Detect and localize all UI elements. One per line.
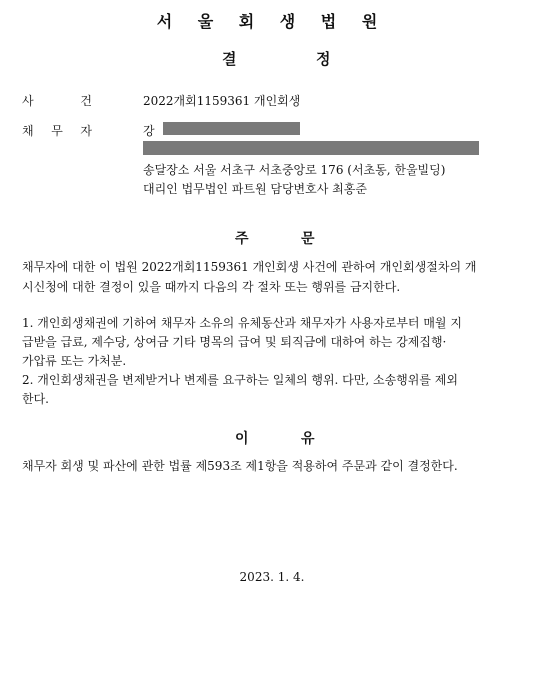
debtor-name: 강	[143, 124, 155, 138]
order-item-line: 한다.	[22, 392, 49, 406]
service-address: 송달장소 서울 서초구 서초중앙로 176 (서초동, 한울빌딩)	[143, 163, 446, 177]
debtor-label-char: 채	[22, 124, 34, 138]
order-item-line: 가압류 또는 가처분.	[22, 354, 127, 368]
legal-agent: 대리인 법무법인 파트원 담당변호사 최홍준	[143, 182, 367, 196]
debtor-label-char: 무	[51, 124, 63, 138]
reason-heading-left: 이	[235, 431, 249, 447]
order-item-2	[22, 371, 536, 409]
case-label	[22, 92, 92, 109]
order-heading-left: 주	[235, 231, 249, 247]
court-name: 서 울 회 생 법 원	[156, 12, 388, 31]
case-label-char: 사	[22, 94, 34, 108]
decision-date: 2023. 1. 4.	[239, 570, 305, 584]
redacted-debtor-address	[143, 141, 479, 155]
debtor-label	[22, 122, 92, 139]
case-label-char: 건	[80, 94, 92, 108]
case-number: 2022개회1159361 개인회생	[143, 94, 301, 108]
order-intro-line: 채무자에 대한 이 법원 2022개회1159361 개인회생 사건에 관하여 개인회생절차의 개	[22, 260, 477, 274]
reason-heading-right: 유	[301, 431, 315, 447]
redacted-debtor-name	[163, 122, 300, 135]
debtor-label-char: 자	[80, 124, 92, 138]
order-item-line: 1. 개인회생채권에 기하여 채무자 소유의 유체동산과 채무자가 사용자로부터 매월 지	[22, 316, 462, 330]
order-intro-line: 시신청에 대한 결정이 있을 때까지 다음의 각 절차 또는 행위를 금지한다.	[22, 280, 401, 294]
order-heading-right: 문	[301, 231, 315, 247]
order-intro	[22, 257, 530, 297]
order-item-line: 2. 개인회생채권을 변제받거나 변제를 요구하는 일체의 행위. 다만, 소송행위를 제외	[22, 373, 458, 387]
order-item-line: 급받을 급료, 제수당, 상여금 기타 명목의 급여 및 퇴직금에 대하여 하는 강제집행·	[22, 335, 447, 349]
doc-title-left: 결	[222, 50, 237, 68]
reason-text: 채무자 회생 및 파산에 관한 법률 제593조 제1항을 적용하여 주문과 같이 결정한다.	[22, 459, 458, 473]
order-item-1	[22, 314, 536, 371]
doc-title-right: 정	[316, 50, 331, 68]
